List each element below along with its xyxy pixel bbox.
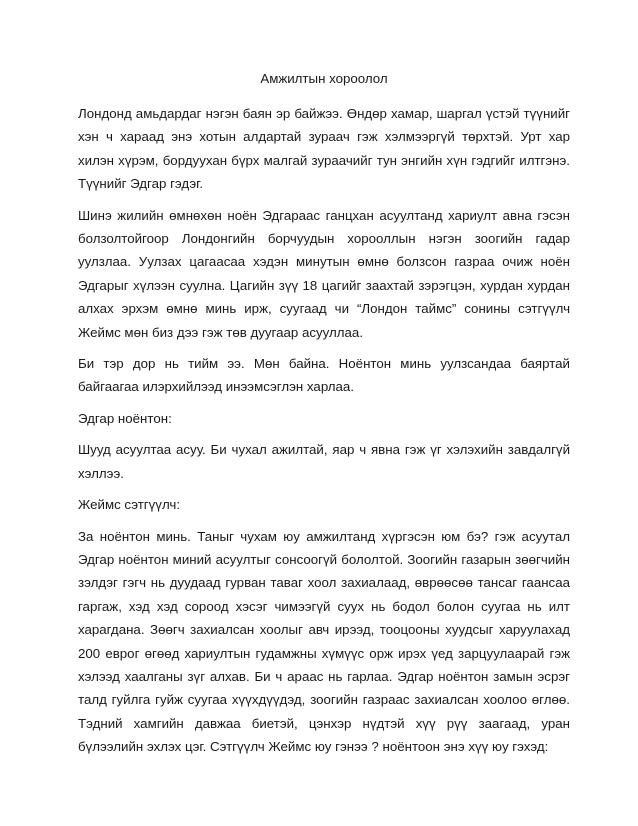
speaker-james: Жеймс сэтгүүлч:	[78, 497, 181, 513]
paragraph-3: Би тэр дор нь тийм ээ. Мөн байна. Ноёнтон минь уулзсандаа баяртай байгаагаа илэрхийлээд инээмсэглэн харлаа.	[78, 356, 570, 395]
document-title: Амжилтын хороолол	[260, 71, 388, 86]
paragraph-2: Шинэ жилийн өмнөхөн ноён Эдгараас ганцхан асуултанд хариулт авна гэсэн болзолтойгоор Лондонгийн борчуудын хорооллын нэгэн зоогийн гадар уулзлаа. Уулзах цагаасаа хэдэн минутын өмнө болзсон газраа очиж ноён Эдгарыг хүлээн суулна. Цагийн зүү 18 цагийг заахтай зэрэгцэн, хурдан хурдан алхах эрхэм өмнө минь ирж, суугаад чи “Лондон таймс” сонины сэтгүүлч Жеймс мөн биз дээ гэж төв дуугаар асууллаа.	[78, 207, 570, 340]
speaker-edgar: Эдгар ноёнтон:	[78, 410, 172, 426]
paragraph-5: Шууд асуултаа асуу. Би чухал ажилтай, яар ч явна гэж үг хэлэхийн завдалгүй хэллээ.	[78, 442, 570, 481]
paragraph-7: За ноёнтон минь. Таныг чухам юу амжилтанд хүргэсэн юм бэ? гэж асуутал Эдгар ноёнтон миний асуултыг сонсоогүй бололтой. Зоогийн газарын зөөгчийн зэлдэг гэгч нь дуудаад гурван таваг хоол захиалаад, өврөөсөө тансаг гаансаа гаргаж, хэд хэд сороод хэсэг чимээгүй суух нь бодол болон суугаа нь илт харагдана. Зөөгч захиалсан хоолыг авч ирээд, тооцооны хуудсыг харуулахад 200 еврог өгөөд хариултын гудамжны хүмүүс орж ирэх үед зарцуулаарай гэж хэлээд хаалганы зүг алхав. Би ч араас нь гарлаа. Эдгар ноёнтон замын эсрэг талд гуйлга гуйж суугаа хүүхдүүдэд, зоогийн газраас захиалсан хоолоо өглөө. Тэдний хамгийн давжаа биетэй, цэнхэр нүдтэй хүү рүү заагаад, уран бүлээлийн эхлэх цэг. Сэтгүүлч Жеймс юу гэнээ ? ноёнтоон энэ хүү юу гэхэд:	[78, 528, 570, 755]
paragraph-1: Лондонд амьдардаг нэгэн баян эр байжээ. Өндөр хамар, шаргал үстэй түүнийг хэн ч хараад энэ хотын алдартай зураач гэж хэлмээргүй төрхтэй. Урт хар хилэн хүрэм, бордуухан бүрх малгай зураачийг тун энгийн хүн гэдгийг илтгэнэ. Түүнийг Эдгар гэдэг.	[78, 106, 570, 192]
